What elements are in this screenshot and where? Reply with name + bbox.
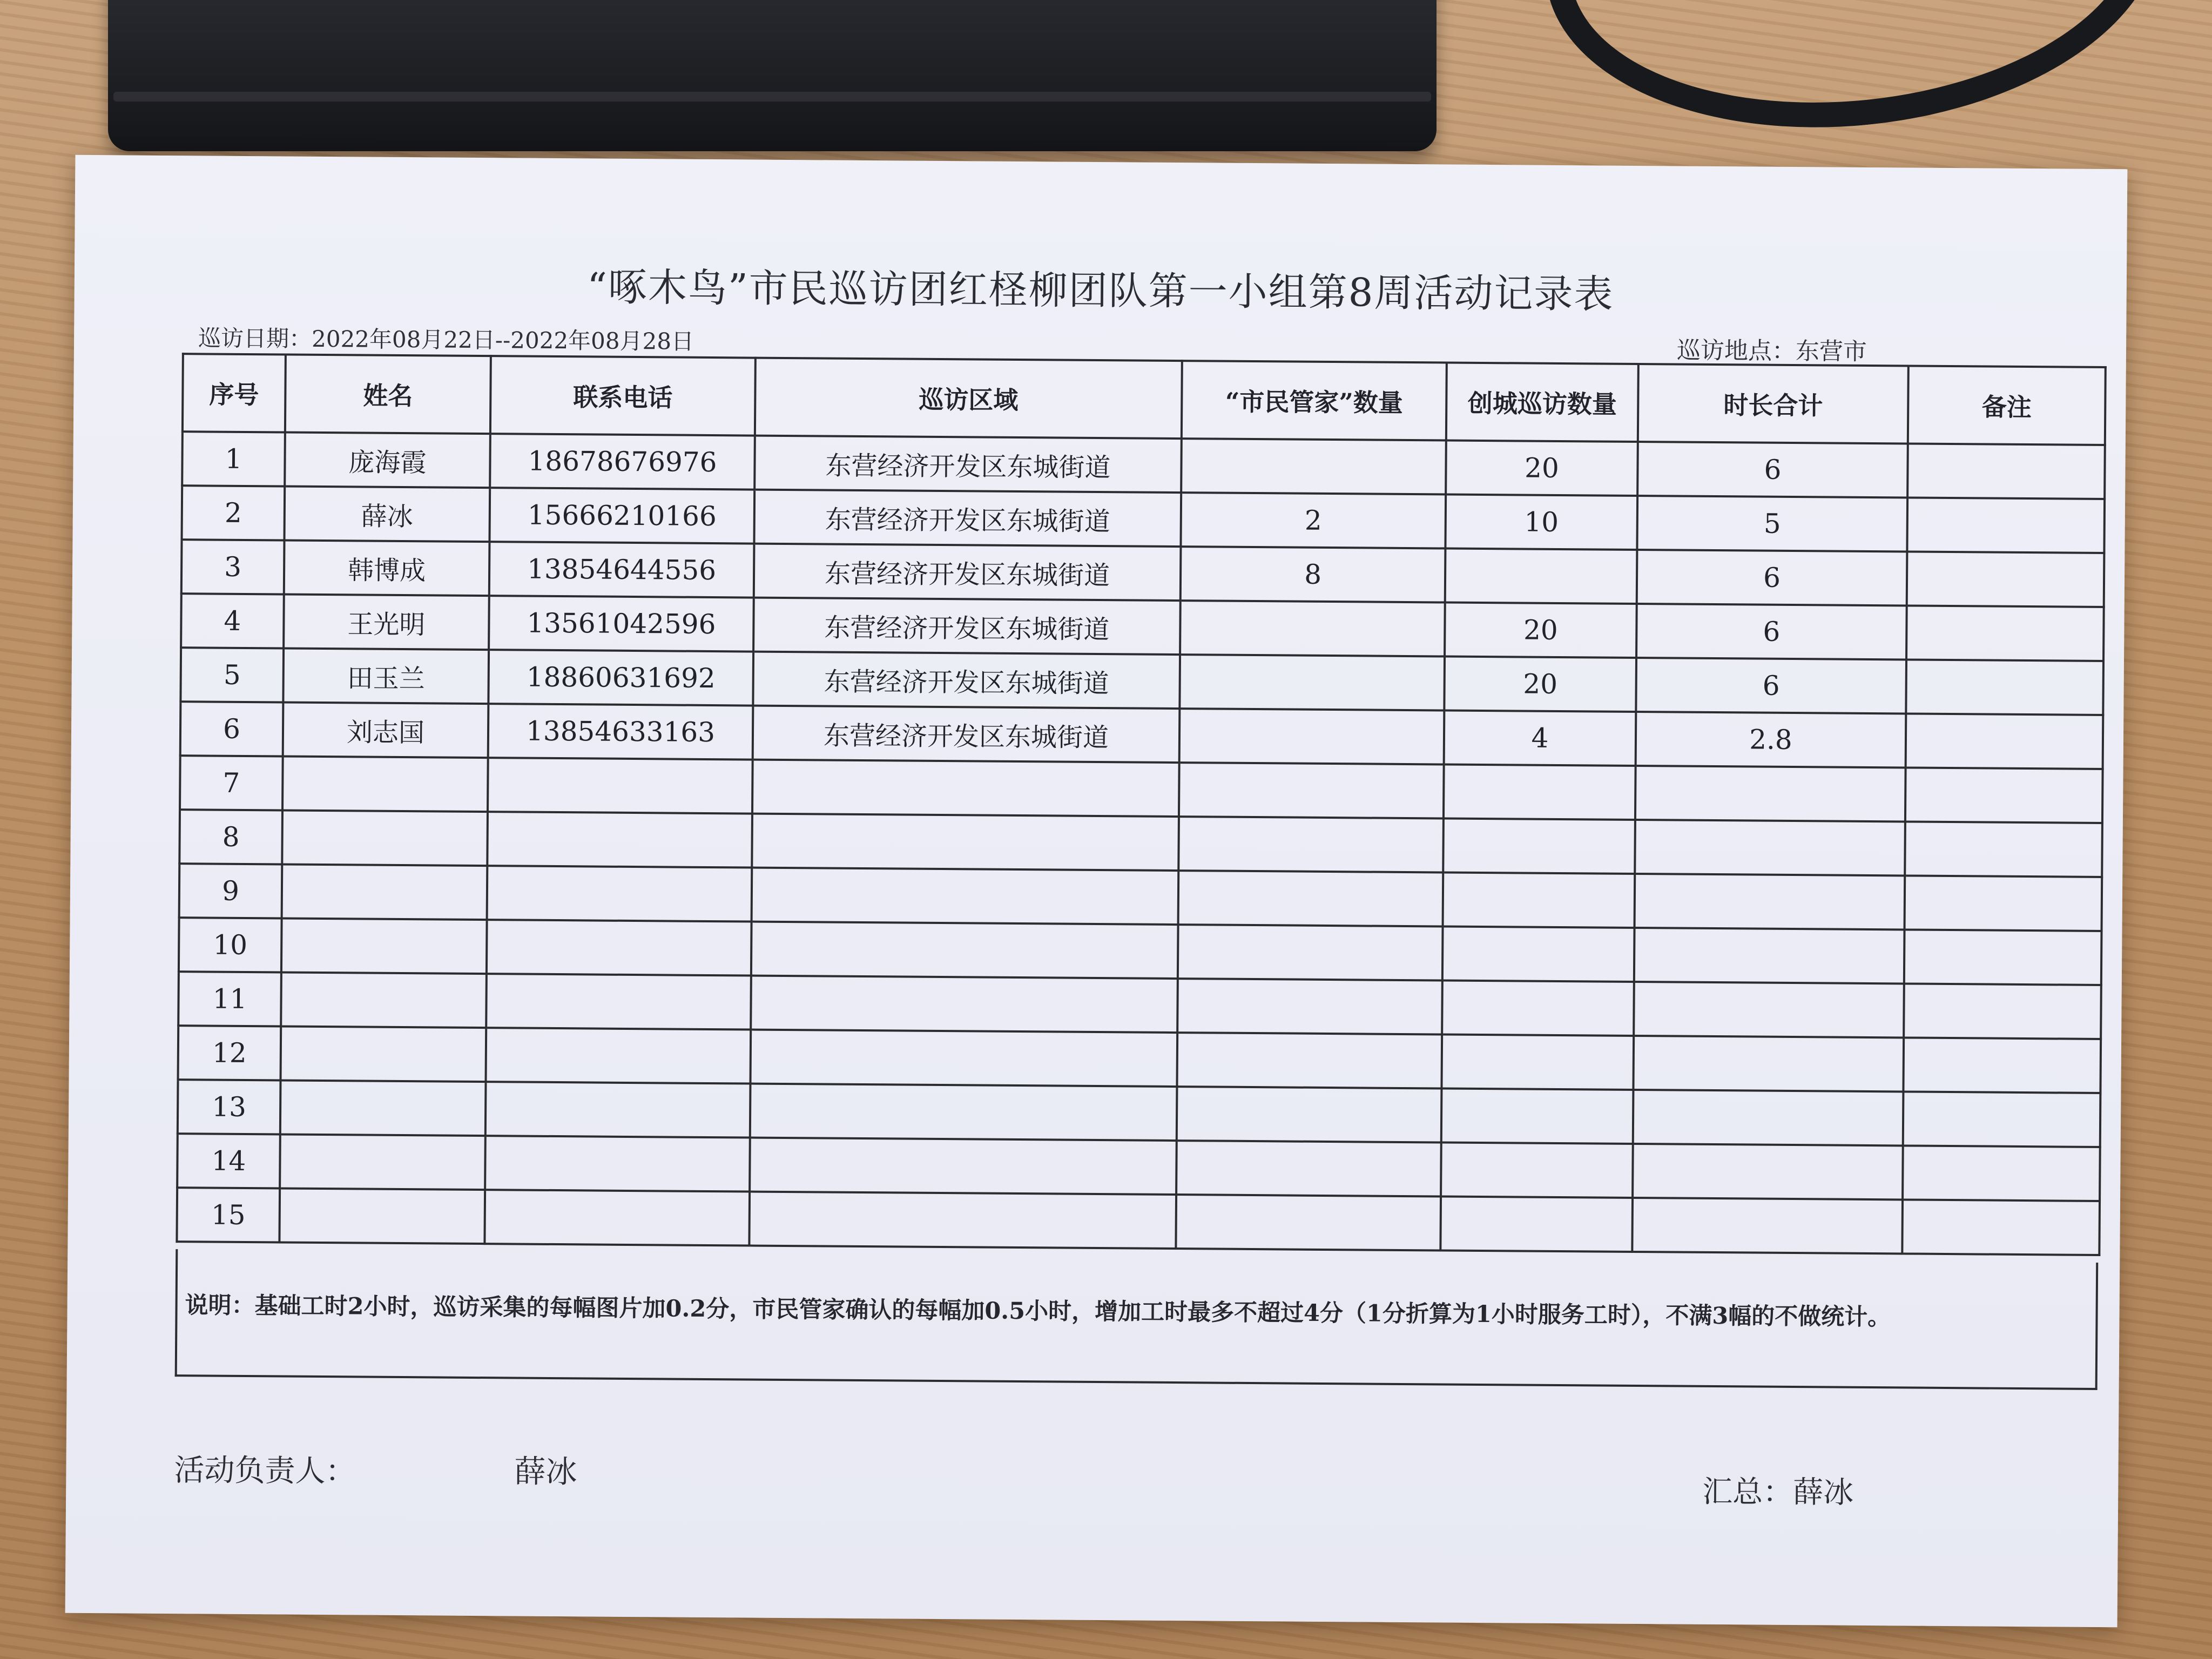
cell-name	[282, 810, 488, 866]
cell-phone: 15666210166	[489, 488, 754, 543]
cell-name	[280, 1134, 485, 1190]
cell-remark	[1905, 767, 2103, 823]
cell-remark	[1904, 983, 2101, 1039]
cell-visits	[1442, 980, 1634, 1035]
cell-visits: 20	[1444, 656, 1636, 711]
black-device	[108, 0, 1437, 151]
cell-no: 6	[180, 702, 284, 756]
cell-hours	[1633, 1036, 1904, 1091]
cell-steward	[1177, 979, 1442, 1034]
note-box	[175, 1249, 2099, 1390]
signature-right: 汇总：薛冰	[1702, 1474, 1854, 1510]
cell-phone	[484, 1190, 750, 1245]
cell-phone: 18678676976	[490, 434, 755, 489]
cell-name	[279, 1188, 485, 1244]
cell-steward	[1179, 763, 1444, 818]
cell-area: 东营经济开发区东城街道	[753, 652, 1180, 709]
cell-no: 9	[179, 864, 282, 918]
cell-steward	[1177, 1033, 1442, 1088]
cell-area: 东营经济开发区东城街道	[753, 706, 1180, 763]
device-edge	[113, 92, 1431, 102]
cell-visits	[1444, 764, 1636, 819]
cell-area	[752, 814, 1179, 871]
cell-phone	[488, 758, 753, 813]
cell-phone	[486, 1028, 751, 1083]
signature-left-name: 薛冰	[514, 1453, 577, 1491]
header-cell: 巡访区域	[755, 358, 1182, 439]
cell-visits	[1443, 872, 1635, 927]
cell-phone	[485, 1082, 751, 1137]
cell-name	[281, 1026, 487, 1082]
cell-name	[282, 756, 488, 812]
cell-visits	[1442, 926, 1635, 981]
activity-record-table	[176, 353, 2106, 1256]
cell-visits	[1445, 548, 1637, 603]
cell-phone	[486, 974, 751, 1029]
note-text: 说明：基础工时2小时，巡访采集的每幅图片加0.2分，市民管家确认的每幅加0.5小时，增加工时最多不超过4分（1分折算为1小时服务工时），不满3幅的不做统计。	[185, 1292, 1891, 1331]
cell-steward	[1176, 1141, 1441, 1196]
cell-remark	[1902, 1199, 2100, 1255]
cell-steward	[1178, 925, 1443, 980]
cell-steward	[1181, 439, 1446, 494]
cell-steward: 8	[1181, 547, 1446, 602]
header-cell: 联系电话	[490, 356, 756, 435]
black-cable	[1528, 0, 2178, 157]
cell-steward	[1180, 601, 1445, 656]
cell-remark	[1903, 1145, 2100, 1201]
cell-no: 7	[180, 756, 283, 810]
cell-no: 5	[180, 648, 284, 702]
cell-hours	[1634, 982, 1904, 1037]
cell-hours: 6	[1636, 658, 1906, 713]
cell-steward	[1176, 1195, 1441, 1250]
cell-no: 8	[179, 810, 282, 864]
cell-remark	[1907, 497, 2105, 553]
header-cell: 创城巡访数量	[1446, 363, 1638, 442]
cell-name: 庞海霞	[285, 432, 490, 488]
cell-no: 1	[182, 431, 285, 486]
cell-hours: 6	[1637, 550, 1907, 605]
table-header-row	[183, 354, 2106, 445]
visit-date-range: 巡访日期：2022年08月22日--2022年08月28日	[198, 325, 694, 355]
cell-phone: 13854633163	[488, 704, 753, 759]
cell-visits	[1441, 1142, 1633, 1197]
cell-name	[281, 918, 487, 974]
cell-steward: 2	[1181, 493, 1446, 548]
cell-area	[751, 976, 1178, 1033]
header-cell: “市民管家”数量	[1182, 361, 1447, 440]
cell-remark	[1904, 929, 2102, 985]
cell-hours	[1632, 1198, 1903, 1253]
cell-no: 3	[181, 539, 285, 594]
cell-area	[752, 868, 1179, 925]
cell-hours	[1634, 928, 1905, 983]
cell-no: 12	[178, 1026, 281, 1080]
cell-visits	[1443, 818, 1635, 873]
cell-area	[752, 760, 1179, 817]
cell-hours	[1635, 820, 1905, 875]
cell-remark	[1906, 659, 2103, 715]
cell-no: 2	[182, 485, 285, 540]
cell-hours	[1633, 1144, 1903, 1199]
cell-phone	[487, 866, 752, 921]
cell-phone	[487, 812, 752, 867]
cell-no: 10	[179, 918, 282, 972]
cell-name: 王光明	[284, 594, 489, 650]
cell-phone: 13561042596	[489, 596, 754, 651]
cell-phone	[487, 920, 752, 975]
cell-area	[750, 1138, 1177, 1195]
cell-name	[282, 864, 488, 920]
cell-area	[750, 1084, 1177, 1141]
header-cell: 备注	[1908, 366, 2106, 445]
cell-hours	[1635, 874, 1905, 929]
cell-name: 韩博成	[284, 540, 490, 596]
cell-name: 薛冰	[284, 486, 490, 542]
cell-phone: 13854644556	[489, 542, 754, 597]
cell-visits: 20	[1446, 441, 1638, 496]
cell-hours	[1635, 766, 1906, 821]
cell-name	[280, 1080, 486, 1136]
cell-visits: 4	[1444, 710, 1636, 765]
cell-name: 田玉兰	[283, 648, 489, 704]
cell-visits	[1441, 1088, 1634, 1143]
cell-hours: 6	[1636, 604, 1907, 659]
cell-area	[749, 1192, 1176, 1249]
cell-steward	[1178, 817, 1444, 872]
cell-no: 4	[181, 594, 284, 648]
cell-hours: 6	[1637, 442, 1908, 497]
cell-visits: 10	[1445, 495, 1637, 550]
cell-name	[281, 972, 487, 1028]
cell-name: 刘志国	[283, 702, 489, 758]
cell-area: 东营经济开发区东城街道	[753, 598, 1181, 655]
cell-remark	[1905, 821, 2102, 877]
header-cell: 序号	[183, 354, 286, 432]
cell-area: 东营经济开发区东城街道	[754, 490, 1181, 547]
header-cell: 姓名	[285, 354, 491, 434]
cell-no: 15	[177, 1188, 280, 1242]
cell-remark	[1907, 551, 2105, 607]
cell-no: 13	[178, 1080, 281, 1134]
cell-remark	[1903, 1037, 2101, 1093]
cell-area: 东营经济开发区东城街道	[754, 436, 1182, 493]
cell-remark	[1907, 443, 2105, 499]
cell-steward	[1179, 709, 1445, 764]
table-body	[177, 431, 2105, 1255]
cell-hours: 2.8	[1636, 712, 1906, 767]
cell-hours: 5	[1637, 496, 1907, 551]
cell-visits	[1440, 1196, 1633, 1251]
cell-area: 东营经济开发区东城街道	[754, 544, 1181, 601]
header-cell: 时长合计	[1638, 364, 1908, 443]
cell-phone	[485, 1136, 750, 1191]
cell-steward	[1177, 1087, 1442, 1142]
visit-location: 巡访地点：东营市	[1676, 336, 1867, 366]
cell-steward	[1179, 655, 1445, 710]
cell-visits	[1441, 1034, 1634, 1089]
cell-area	[750, 1030, 1177, 1087]
cell-no: 14	[177, 1134, 280, 1188]
document-title: “啄木鸟”市民巡访团红柽柳团队第一小组第8周活动记录表	[586, 264, 1614, 317]
cell-remark	[1906, 713, 2103, 769]
signature-left-label: 活动负责人：	[174, 1453, 356, 1489]
cell-no: 11	[178, 972, 281, 1026]
paper-sheet	[65, 155, 2128, 1627]
cell-remark	[1906, 605, 2104, 661]
cell-visits: 20	[1445, 602, 1637, 657]
cell-hours	[1633, 1090, 1904, 1145]
cell-area	[751, 922, 1178, 979]
cell-remark	[1905, 875, 2102, 931]
cell-remark	[1903, 1091, 2101, 1147]
cell-phone: 18860631692	[488, 650, 753, 705]
cell-steward	[1178, 871, 1444, 926]
